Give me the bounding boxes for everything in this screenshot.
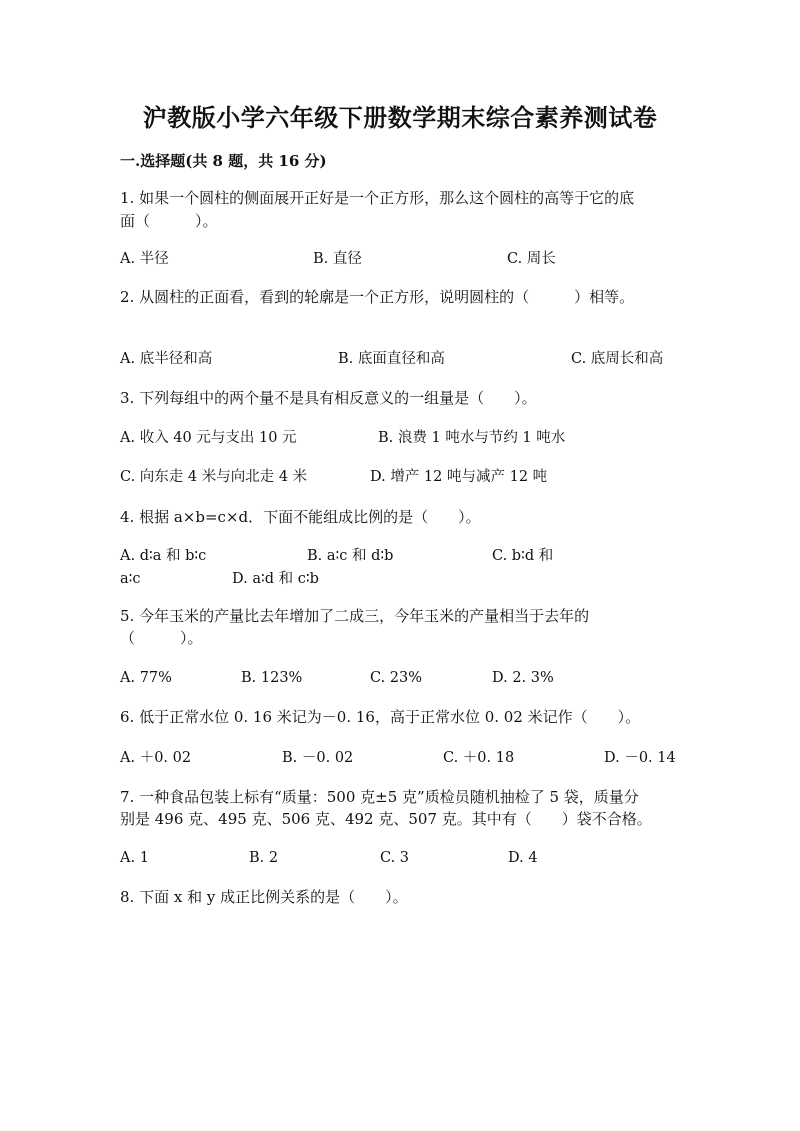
question-4-option-c-continued: a∶c [120, 571, 141, 587]
question-4-option-d: D. a∶d 和 c∶b [232, 571, 319, 587]
exam-title: 沪教版小学六年级下册数学期末综合素养测试卷 [142, 103, 658, 132]
question-3-option-d: D. 增产 12 吨与减产 12 吨 [370, 469, 548, 485]
question-7-option-c: C. 3 [380, 850, 410, 866]
question-7-line-1: 7. 一种食品包装上标有“质量：500 克±5 克”质检员随机抽检了 5 袋，质量分 [120, 788, 639, 806]
question-2-option-c: C. 底周长和高 [571, 351, 664, 367]
question-1-option-c: C. 周长 [507, 251, 556, 267]
question-4-option-b: B. a∶c 和 d∶b [307, 548, 394, 564]
question-2-line-1: 2. 从圆柱的正面看，看到的轮廓是一个正方形，说明圆柱的（ ）相等。 [120, 288, 635, 306]
question-5-line-2: （ ）。 [120, 629, 203, 647]
question-7-option-d: D. 4 [508, 850, 538, 866]
question-7-option-b: B. 2 [249, 850, 279, 866]
question-3-line-1: 3. 下列每组中的两个量不是具有相反意义的一组量是（ ）。 [120, 389, 537, 407]
question-1-line-2: 面（ ）。 [120, 212, 218, 230]
question-4-option-a: A. d∶a 和 b∶c [120, 548, 207, 564]
question-5-option-c: C. 23% [370, 670, 423, 686]
question-3-option-c: C. 向东走 4 米与向北走 4 米 [120, 469, 308, 485]
question-3-option-a: A. 收入 40 元与支出 10 元 [120, 430, 297, 446]
question-2-option-b: B. 底面直径和高 [338, 351, 445, 367]
question-7-line-2: 别是 496 克、495 克、506 克、492 克、507 克。其中有（ ）袋不合格。 [120, 810, 652, 828]
question-6-option-c: C. ＋0. 18 [443, 750, 515, 766]
section-heading: 一.选择题(共 8 题，共 16 分) [120, 152, 327, 170]
question-6-option-a: A. ＋0. 02 [120, 750, 192, 766]
question-4-option-c: C. b∶d 和 [492, 548, 554, 564]
question-7-option-a: A. 1 [120, 850, 149, 866]
question-2-option-a: A. 底半径和高 [120, 351, 213, 367]
question-5-option-a: A. 77% [120, 670, 172, 686]
question-6-option-d: D. －0. 14 [604, 750, 676, 766]
question-4-line-1: 4. 根据 a×b=c×d．下面不能组成比例的是（ ）。 [120, 508, 481, 526]
question-3-option-b: B. 浪费 1 吨水与节约 1 吨水 [378, 430, 566, 446]
question-1-option-b: B. 直径 [313, 251, 362, 267]
question-5-line-1: 5. 今年玉米的产量比去年增加了二成三，今年玉米的产量相当于去年的 [120, 607, 590, 625]
question-6-line-1: 6. 低于正常水位 0. 16 米记为－0. 16，高于正常水位 0. 02 米记作（ ）。 [120, 708, 641, 726]
question-1-line-1: 1. 如果一个圆柱的侧面展开正好是一个正方形，那么这个圆柱的高等于它的底 [120, 189, 635, 207]
question-8-line-1: 8. 下面 x 和 y 成正比例关系的是（ ）。 [120, 888, 408, 906]
question-5-option-d: D. 2. 3% [492, 670, 554, 686]
question-5-option-b: B. 123% [241, 670, 303, 686]
question-6-option-b: B. －0. 02 [282, 750, 354, 766]
question-1-option-a: A. 半径 [120, 251, 169, 267]
